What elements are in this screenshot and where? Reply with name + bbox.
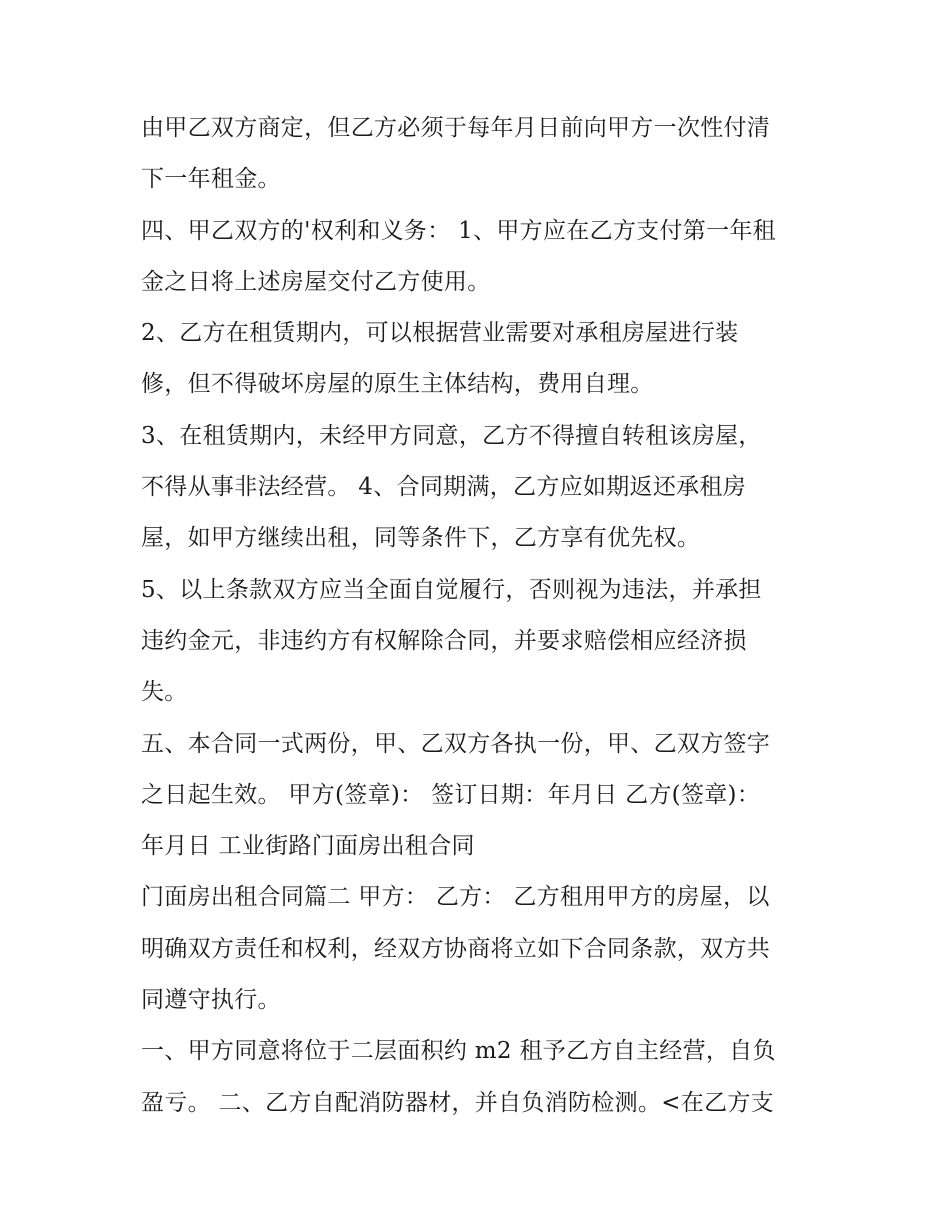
text-line-3: 四、甲乙双方的'权利和义务： 1、甲方应在乙方支付第一年租 [141, 217, 776, 244]
text-line-2: 下一年租金。 [141, 166, 281, 193]
text-line-1: 由甲乙双方商定，但乙方必须于每年月日前向甲方一次性付清 [141, 115, 771, 141]
text-line-7: 3、在租赁期内，未经甲方同意，乙方不得擅自转租该房屋， [141, 422, 762, 449]
text-line-15: 年月日 工业街路门面房出租合同 [141, 833, 475, 860]
text-line-8: 不得从事非法经营。 4、合同期满，乙方应如期返还承租房 [141, 474, 747, 501]
text-line-18: 同遵守执行。 [141, 987, 281, 1014]
text-line-6: 修，但不得破坏房屋的原生主体结构，费用自理。 [141, 371, 654, 398]
text-line-19: 一、甲方同意将位于二层面积约 m2 租予乙方自主经营，自负 [141, 1038, 776, 1065]
text-line-9: 屋，如甲方继续出租，同等条件下，乙方享有优先权。 [141, 525, 701, 552]
text-line-5: 2、乙方在租赁期内，可以根据营业需要对承租房屋进行装 [141, 320, 739, 347]
text-line-14: 之日起生效。 甲方(签章)： 签订日期：年月日 乙方(签章)： [141, 781, 761, 808]
text-line-20: 盈亏。 二、乙方自配消防器材，并自负消防检测。<在乙方支 [141, 1089, 774, 1116]
document-body [141, 103, 841, 1129]
text-line-10: 5、以上条款双方应当全面自觉履行，否则视为违法，并承担 [141, 576, 762, 603]
text-line-12: 失。 [141, 679, 188, 706]
text-line-13: 五、本合同一式两份，甲、乙双方各执一份，甲、乙双方签字 [141, 730, 771, 757]
text-line-11: 违约金元，非违约方有权解除合同，并要求赔偿相应经济损 [141, 627, 747, 654]
text-line-4: 金之日将上述房屋交付乙方使用。 [141, 268, 491, 295]
text-line-17: 明确双方责任和权利，经双方协商将立如下合同条款，双方共 [141, 935, 771, 962]
text-line-16: 门面房出租合同篇二 甲方： 乙方： 乙方租用甲方的房屋，以 [141, 884, 770, 911]
